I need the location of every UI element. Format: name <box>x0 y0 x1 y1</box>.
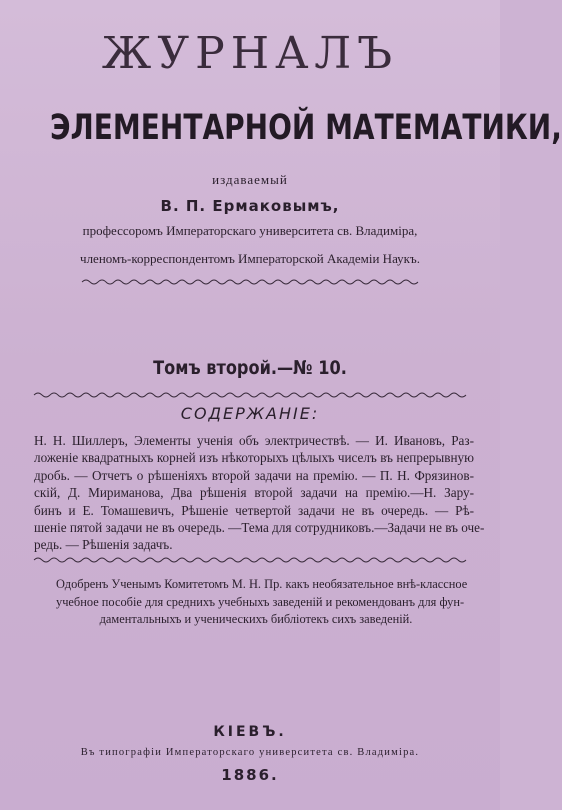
approval-line: Одобренъ Ученымъ Комитетомъ М. Н. Пр. какъ необязательное внѣ-классное <box>56 577 468 591</box>
journal-title: ЭЛЕМЕНТАРНОЙ МАТЕМАТИКИ, <box>50 108 562 148</box>
contents-line: бинъ и Е. Томашевичъ, Рѣшенiе четвертой задачи не въ очередь. — Рѣ- <box>34 502 474 518</box>
editor-affiliation-1: профессоромъ Императорскаго университета св. Владимiра, <box>82 223 418 238</box>
approval-line: даментальныхъ и ученическихъ библiотекъ сихъ заведенiй. <box>99 612 413 626</box>
ornament-divider-2 <box>34 391 466 399</box>
contents-line: шенiе пятой задачи не въ очередь. —Тема для сотрудниковъ.—Задачи не въ оче- <box>34 520 485 536</box>
editor-affiliation-2: членомъ-корреспондентомъ Императорской Академiи Наукъ. <box>80 251 420 266</box>
imprint-year: 1886. <box>221 766 279 784</box>
imprint-city: КIЕВЪ. <box>213 724 287 740</box>
ornament-divider-1 <box>82 278 418 286</box>
contents-line: дробь. — Отчетъ о рѣшенiяхъ второй задачи на премiю. — П. Н. Фрязинов- <box>34 467 474 483</box>
contents-heading: СОДЕРЖАНIЕ: <box>180 404 320 423</box>
issue-number: Томъ второй.—№ 10. <box>153 357 347 379</box>
contents-list <box>34 432 485 554</box>
contents-line: скiй, Д. Мириманова, Два рѣшенiя второй задачи на премiю.—Н. Зару- <box>34 485 474 501</box>
imprint-printer: Въ типографiи Императорскаго университета св. Владимiра. <box>80 747 420 758</box>
contents-line: редь. — Рѣшенiя задачъ. <box>34 537 173 553</box>
publisher-label: издаваемый <box>212 172 288 187</box>
ornament-divider-3 <box>34 556 466 564</box>
approval-line: учебное пособiе для среднихъ учебныхъ заведенiй и рекомендованъ для фун- <box>56 594 465 609</box>
contents-line: ложенiе квадратныхъ корней изъ нѣкоторыхъ цѣлыхъ чиселъ въ непрерывную <box>34 450 474 466</box>
approval-notice <box>56 576 468 629</box>
journal-word: ЖУРНАЛЪ <box>101 28 399 79</box>
editor-name: В. П. Ермаковымъ, <box>160 197 340 215</box>
contents-line: Н. Н. Шиллеръ, Элементы ученiя объ электричествѣ. — И. Ивановъ, Раз- <box>34 433 474 448</box>
